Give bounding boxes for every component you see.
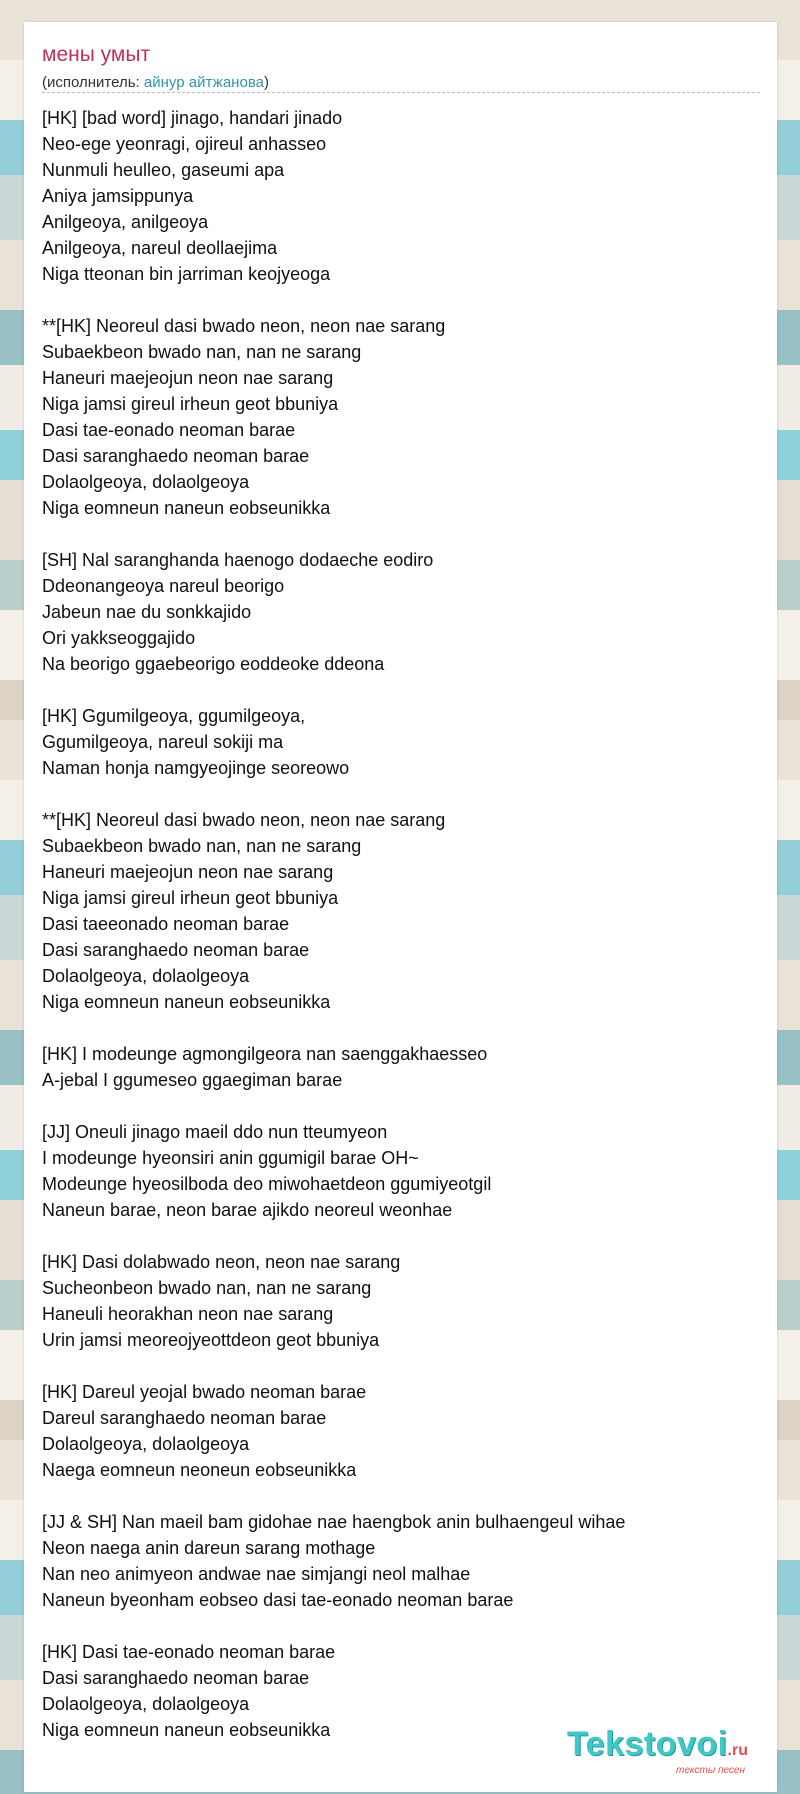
logo-tagline: тексты песен — [676, 1765, 745, 1776]
lyric-line: [HK] Dasi dolabwado neon, neon nae sarang — [42, 1252, 401, 1272]
performer-line — [42, 74, 269, 91]
lyric-line: Sucheonbeon bwado nan, nan ne sarang — [42, 1278, 372, 1298]
performer-suffix: ) — [263, 74, 269, 91]
lyric-line: [SH] Nal saranghanda haenogo dodaeche eodiro — [42, 550, 434, 570]
lyric-line: Ggumilgeoya, nareul sokiji ma — [42, 732, 284, 752]
logo-name: Tekstovoi — [566, 1725, 728, 1763]
logo-tld: .ru — [727, 1742, 748, 1759]
lyric-line: Na beorigo ggaebeorigo eoddeoke ddeona — [42, 654, 385, 674]
lyric-line: Niga eomneun naneun eobseunikka — [42, 992, 331, 1012]
lyric-line: [HK] Dasi tae-eonado neoman barae — [42, 1642, 336, 1662]
lyric-line: Haneuri maejeojun neon nae sarang — [42, 368, 334, 388]
lyric-line: Niga tteonan bin jarriman keojyeoga — [42, 264, 331, 284]
site-logo[interactable] — [566, 1725, 748, 1776]
lyric-line: Modeunge hyeosilboda deo miwohaetdeon ggumiyeotgil — [42, 1174, 492, 1194]
lyric-line: Dasi saranghaedo neoman barae — [42, 446, 310, 466]
lyric-line: Naneun barae, neon barae ajikdo neoreul weonhae — [42, 1200, 453, 1220]
lyric-line: A-jebal I ggumeseo ggaegiman barae — [42, 1070, 343, 1090]
stanza-break — [42, 1483, 757, 1509]
lyric-line: Anilgeoya, nareul deollaejima — [42, 238, 278, 258]
lyric-line: Dolaolgeoya, dolaolgeoya — [42, 472, 250, 492]
lyric-line: Subaekbeon bwado nan, nan ne sarang — [42, 836, 362, 856]
lyric-line: Niga eomneun naneun eobseunikka — [42, 498, 331, 518]
lyric-line: Dasi tae-eonado neoman barae — [42, 420, 296, 440]
lyric-line: I modeunge hyeonsiri anin ggumigil barae OH~ — [42, 1148, 419, 1168]
lyric-line: Anilgeoya, anilgeoya — [42, 212, 209, 232]
lyric-line: Haneuri maejeojun neon nae sarang — [42, 862, 334, 882]
lyric-line: [HK] I modeunge agmongilgeora nan saenggakhaesseo — [42, 1044, 488, 1064]
lyrics-card — [24, 22, 777, 1792]
lyric-line: Dasi saranghaedo neoman barae — [42, 1668, 310, 1688]
lyric-line: Haneuli heorakhan neon nae sarang — [42, 1304, 334, 1324]
stanza-break — [42, 1015, 757, 1041]
stanza-break — [42, 1223, 757, 1249]
lyric-line: Ddeonangeoya nareul beorigo — [42, 576, 285, 596]
lyrics-text — [42, 105, 757, 1743]
lyric-line: [JJ] Oneuli jinago maeil ddo nun tteumyeon — [42, 1122, 388, 1142]
lyric-line: Dasi saranghaedo neoman barae — [42, 940, 310, 960]
lyric-line: [HK] Ggumilgeoya, ggumilgeoya, — [42, 706, 306, 726]
stanza-break — [42, 781, 757, 807]
lyric-line: Niga jamsi gireul irheun geot bbuniya — [42, 888, 339, 908]
lyric-line: Naneun byeonham eobseo dasi tae-eonado neoman barae — [42, 1590, 514, 1610]
stanza-break — [42, 287, 757, 313]
stanza-break — [42, 677, 757, 703]
lyric-line: Naman honja namgyeojinge seoreowo — [42, 758, 350, 778]
lyric-line: Ori yakkseoggajido — [42, 628, 196, 648]
lyric-line: Jabeun nae du sonkkajido — [42, 602, 252, 622]
lyric-line: Urin jamsi meoreojyeottdeon geot bbuniya — [42, 1330, 380, 1350]
lyric-line: Dareul saranghaedo neoman barae — [42, 1408, 327, 1428]
lyric-line: Subaekbeon bwado nan, nan ne sarang — [42, 342, 362, 362]
lyric-line: [JJ & SH] Nan maeil bam gidohae nae haengbok anin bulhaengeul wihae — [42, 1512, 626, 1532]
lyric-line: **[HK] Neoreul dasi bwado neon, neon nae sarang — [42, 810, 446, 830]
lyric-line: [HK] [bad word] jinago, handari jinado — [42, 108, 343, 128]
song-title: мены умыт — [42, 43, 151, 66]
stanza-break — [42, 1093, 757, 1119]
stanza-break — [42, 1613, 757, 1639]
lyric-line: Nan neo animyeon andwae nae simjangi neol malhae — [42, 1564, 471, 1584]
lyric-line: Dolaolgeoya, dolaolgeoya — [42, 1434, 250, 1454]
lyric-line: Dolaolgeoya, dolaolgeoya — [42, 1694, 250, 1714]
stanza-break — [42, 521, 757, 547]
performer-link[interactable]: айнур айтжанова — [143, 74, 264, 91]
lyric-line: Dolaolgeoya, dolaolgeoya — [42, 966, 250, 986]
lyric-line: Neon naega anin dareun sarang mothage — [42, 1538, 376, 1558]
lyric-line: Neo-ege yeonragi, ojireul anhasseo — [42, 134, 327, 154]
lyric-line: [HK] Dareul yeojal bwado neoman barae — [42, 1382, 367, 1402]
lyric-line: Dasi taeeonado neoman barae — [42, 914, 290, 934]
lyric-line: Niga eomneun naneun eobseunikka — [42, 1720, 331, 1740]
lyric-line: **[HK] Neoreul dasi bwado neon, neon nae sarang — [42, 316, 446, 336]
title-divider — [42, 92, 760, 93]
performer-prefix: (исполнитель: — [42, 74, 144, 91]
lyric-line: Aniya jamsippunya — [42, 186, 194, 206]
stanza-break — [42, 1353, 757, 1379]
lyric-line: Nunmuli heulleo, gaseumi apa — [42, 160, 285, 180]
lyric-line: Niga jamsi gireul irheun geot bbuniya — [42, 394, 339, 414]
lyric-line: Naega eomneun neoneun eobseunikka — [42, 1460, 357, 1480]
